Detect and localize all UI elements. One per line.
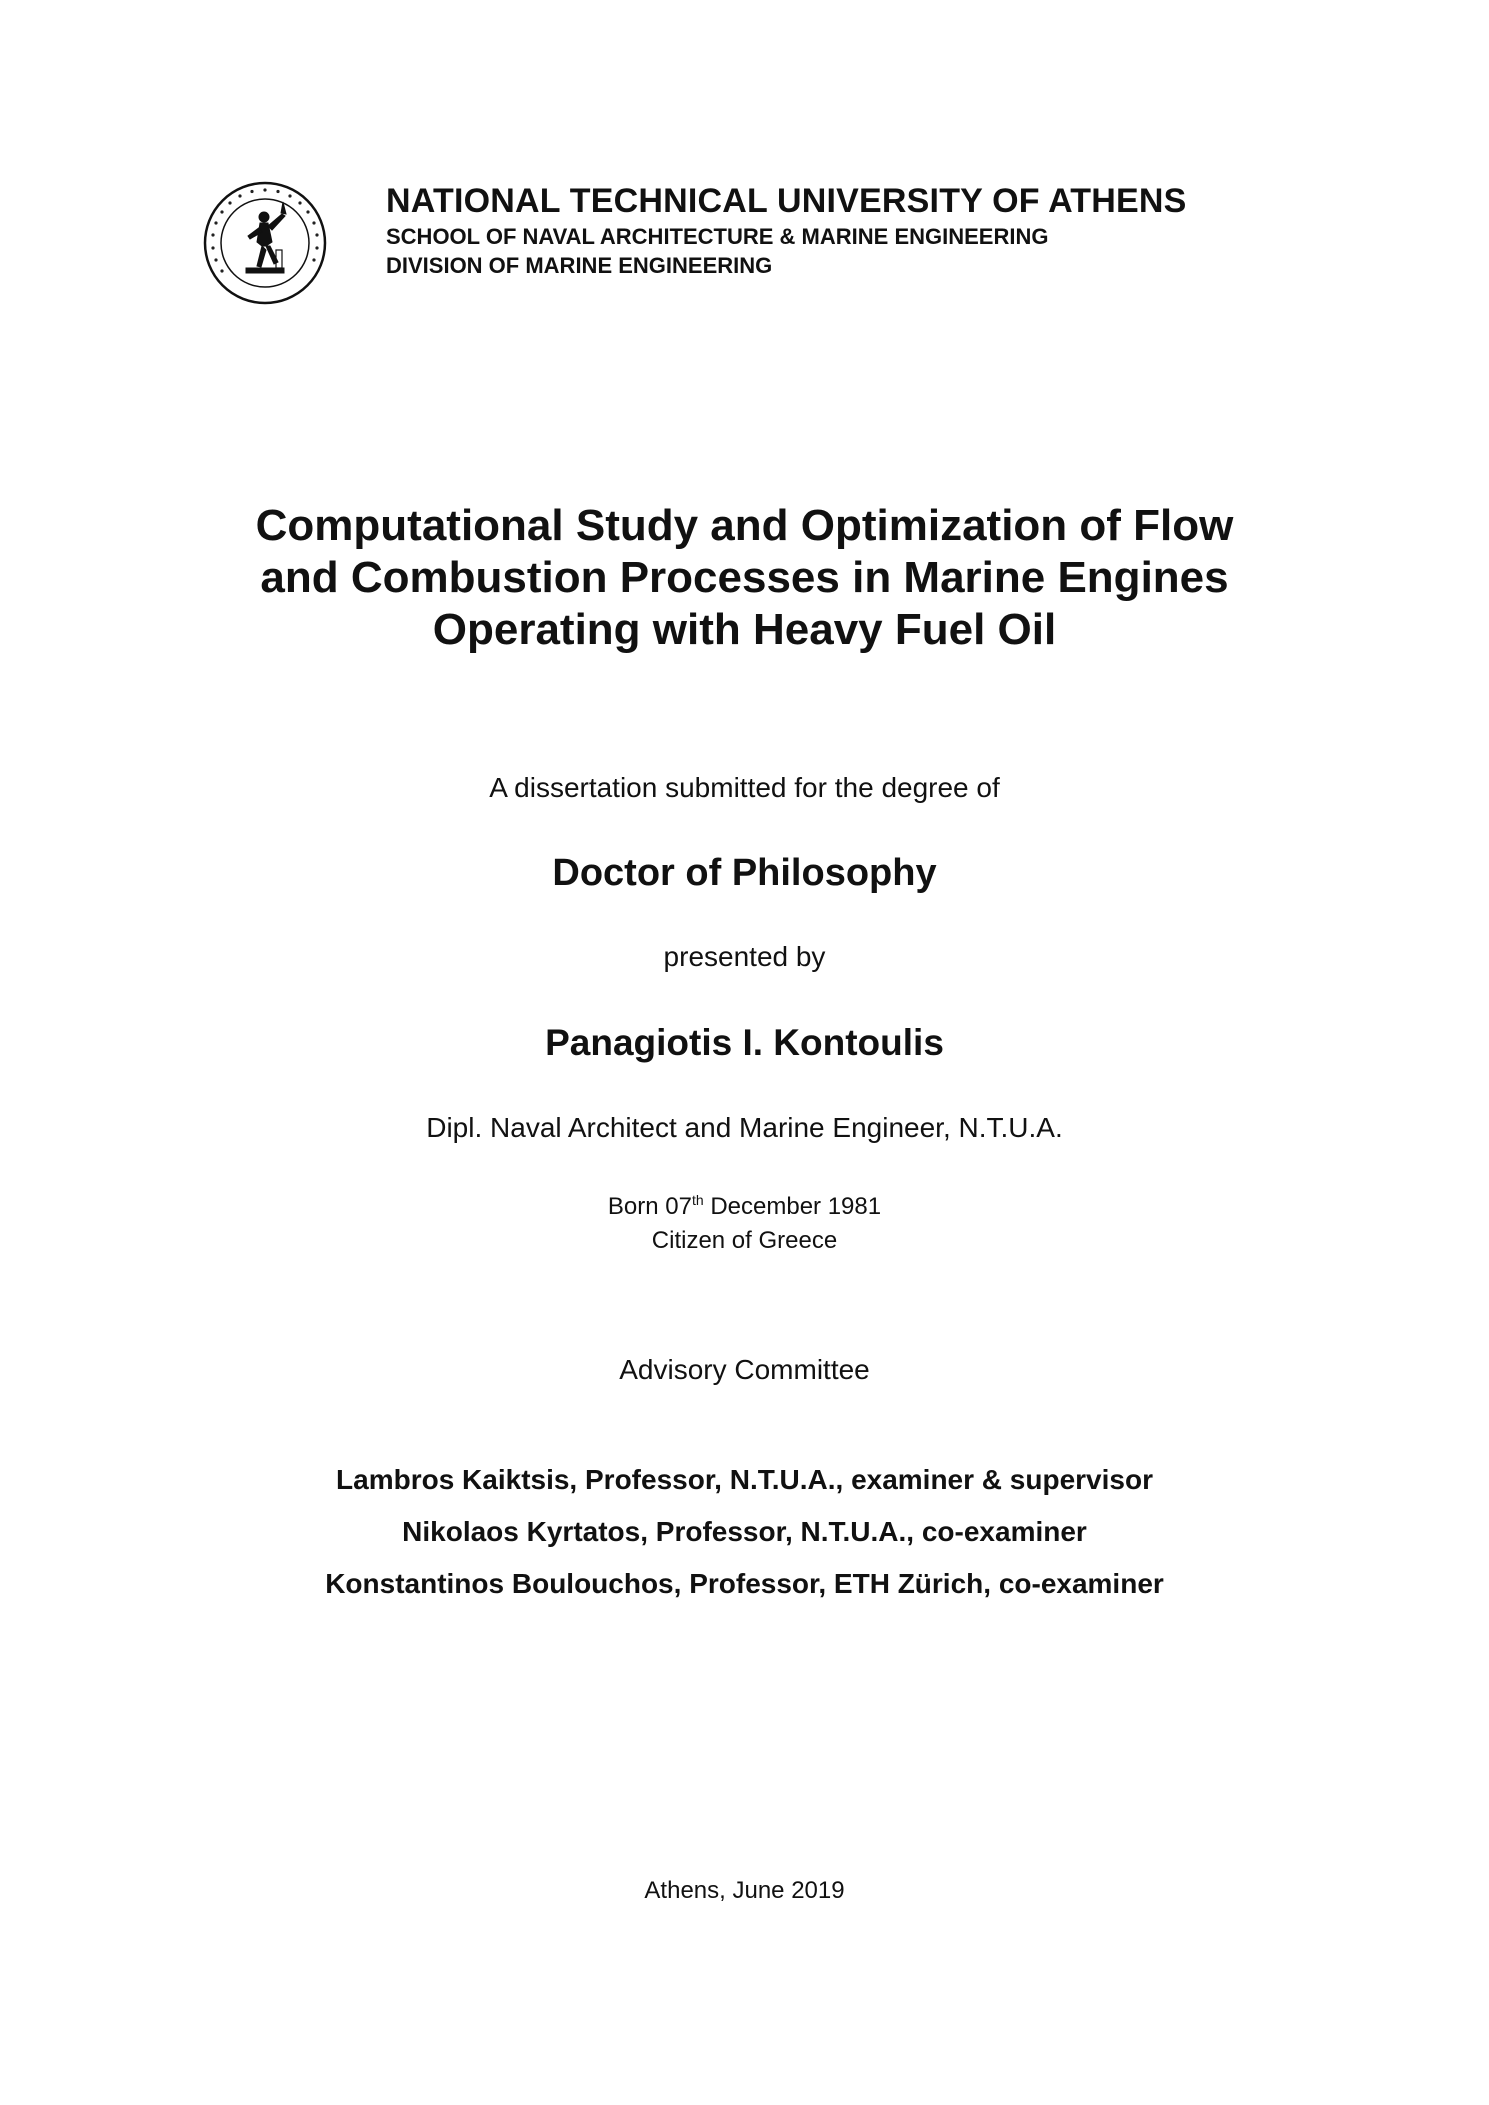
university-seal-icon	[202, 180, 328, 306]
birth-rest: December 1981	[703, 1193, 882, 1220]
seal-graphic	[202, 180, 328, 306]
title-line: Operating with Heavy Fuel Oil	[432, 605, 1057, 654]
submission-statement: A dissertation submitted for the degree of	[489, 772, 1000, 803]
birth-ordinal-suffix: th	[691, 1192, 704, 1208]
birth-date	[0, 1190, 1489, 1224]
university-name: NATIONAL TECHNICAL UNIVERSITY OF ATHENS	[386, 182, 1187, 220]
committee-list	[0, 1454, 1489, 1610]
author-name: Panagiotis I. Kontoulis	[545, 1022, 944, 1063]
place-and-date: Athens, June 2019	[644, 1877, 845, 1904]
title-line: and Combustion Processes in Marine Engines	[260, 553, 1229, 602]
school-name: SCHOOL OF NAVAL ARCHITECTURE & MARINE ENGINEERING	[386, 224, 1049, 249]
citizenship: Citizen of Greece	[651, 1227, 838, 1254]
committee-member: Nikolaos Kyrtatos, Professor, N.T.U.A., co-examiner	[402, 1516, 1087, 1547]
committee-member: Konstantinos Boulouchos, Professor, ETH Zürich, co-examiner	[325, 1568, 1164, 1599]
committee-heading: Advisory Committee	[619, 1354, 870, 1385]
degree-name: Doctor of Philosophy	[552, 852, 937, 894]
division-name: DIVISION OF MARINE ENGINEERING	[386, 253, 773, 278]
dissertation-title	[0, 500, 1489, 656]
committee-member: Lambros Kaiktsis, Professor, N.T.U.A., examiner & supervisor	[336, 1464, 1153, 1495]
institution-header	[386, 180, 1346, 280]
presented-by: presented by	[663, 941, 826, 972]
author-credentials: Dipl. Naval Architect and Marine Engineer, N.T.U.A.	[426, 1112, 1063, 1143]
birth-prefix: Born 07	[607, 1193, 692, 1220]
title-line: Computational Study and Optimization of Flow	[255, 501, 1234, 550]
